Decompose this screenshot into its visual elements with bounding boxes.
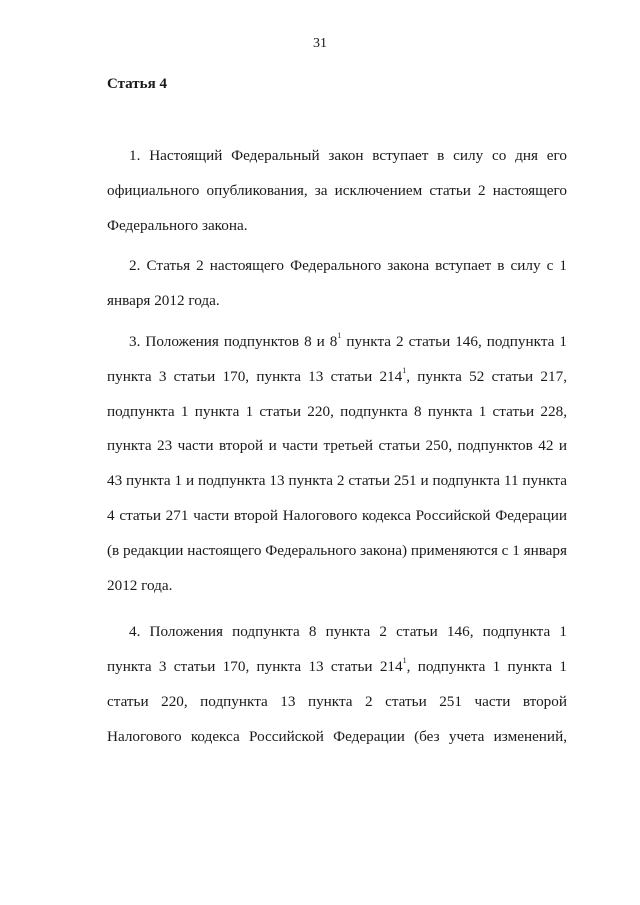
paragraph-3-text-3: , пункта 52 статьи 217, подпункта 1 пункта 1 статьи 220, подпункта 8 пункта 1 статьи 228, пункта 23 части второй и части третьей статьи 250, подпунктов 42 и 43 пункта 1 и подпункта 13 пункта 2 статьи 251 и подпункта 11 пункта 4 статьи 271 части второй Налогового кодекса Российской Федерации (в редакции настоящего Федерального закона) применяются с 1 января 2012 года. (107, 367, 567, 594)
paragraph-4-text-1: 4. Положения подпункта 8 пункта 2 статьи 146, подпункта 1 пункта 3 статьи 170, пункта 13 статьи 214 (107, 623, 567, 676)
paragraph-1: 1. Настоящий Федеральный закон вступает в силу со дня его официального опубликования, за исключением статьи 2 настоящего Федерального закона. (107, 147, 567, 234)
paragraph-4-text-2: , подпункта 1 пункта 1 статьи 220, подпункта 13 пункта 2 статьи 251 части второй Налогового кодекса Российской Федерации (без учета изменений, (107, 658, 567, 745)
superscript: 1 (402, 365, 407, 375)
document-body (107, 139, 567, 755)
superscript: 1 (337, 330, 342, 340)
paragraph-4 (107, 615, 567, 754)
paragraph-2: 2. Статья 2 настоящего Федерального закона вступает в силу с 1 января 2012 года. (107, 257, 567, 310)
paragraph-3 (107, 325, 567, 603)
article-title: Статья 4 (107, 76, 167, 92)
superscript: 1 (402, 656, 407, 666)
paragraph-3-text-2: пункта 2 статьи 146, подпункта 1 пункта 3 статьи 170, пункта 13 статьи 214 (107, 332, 567, 385)
paragraph-3-text-1: 3. Положения подпунктов 8 и 8 (129, 332, 338, 350)
page-number: 31 (313, 36, 327, 51)
